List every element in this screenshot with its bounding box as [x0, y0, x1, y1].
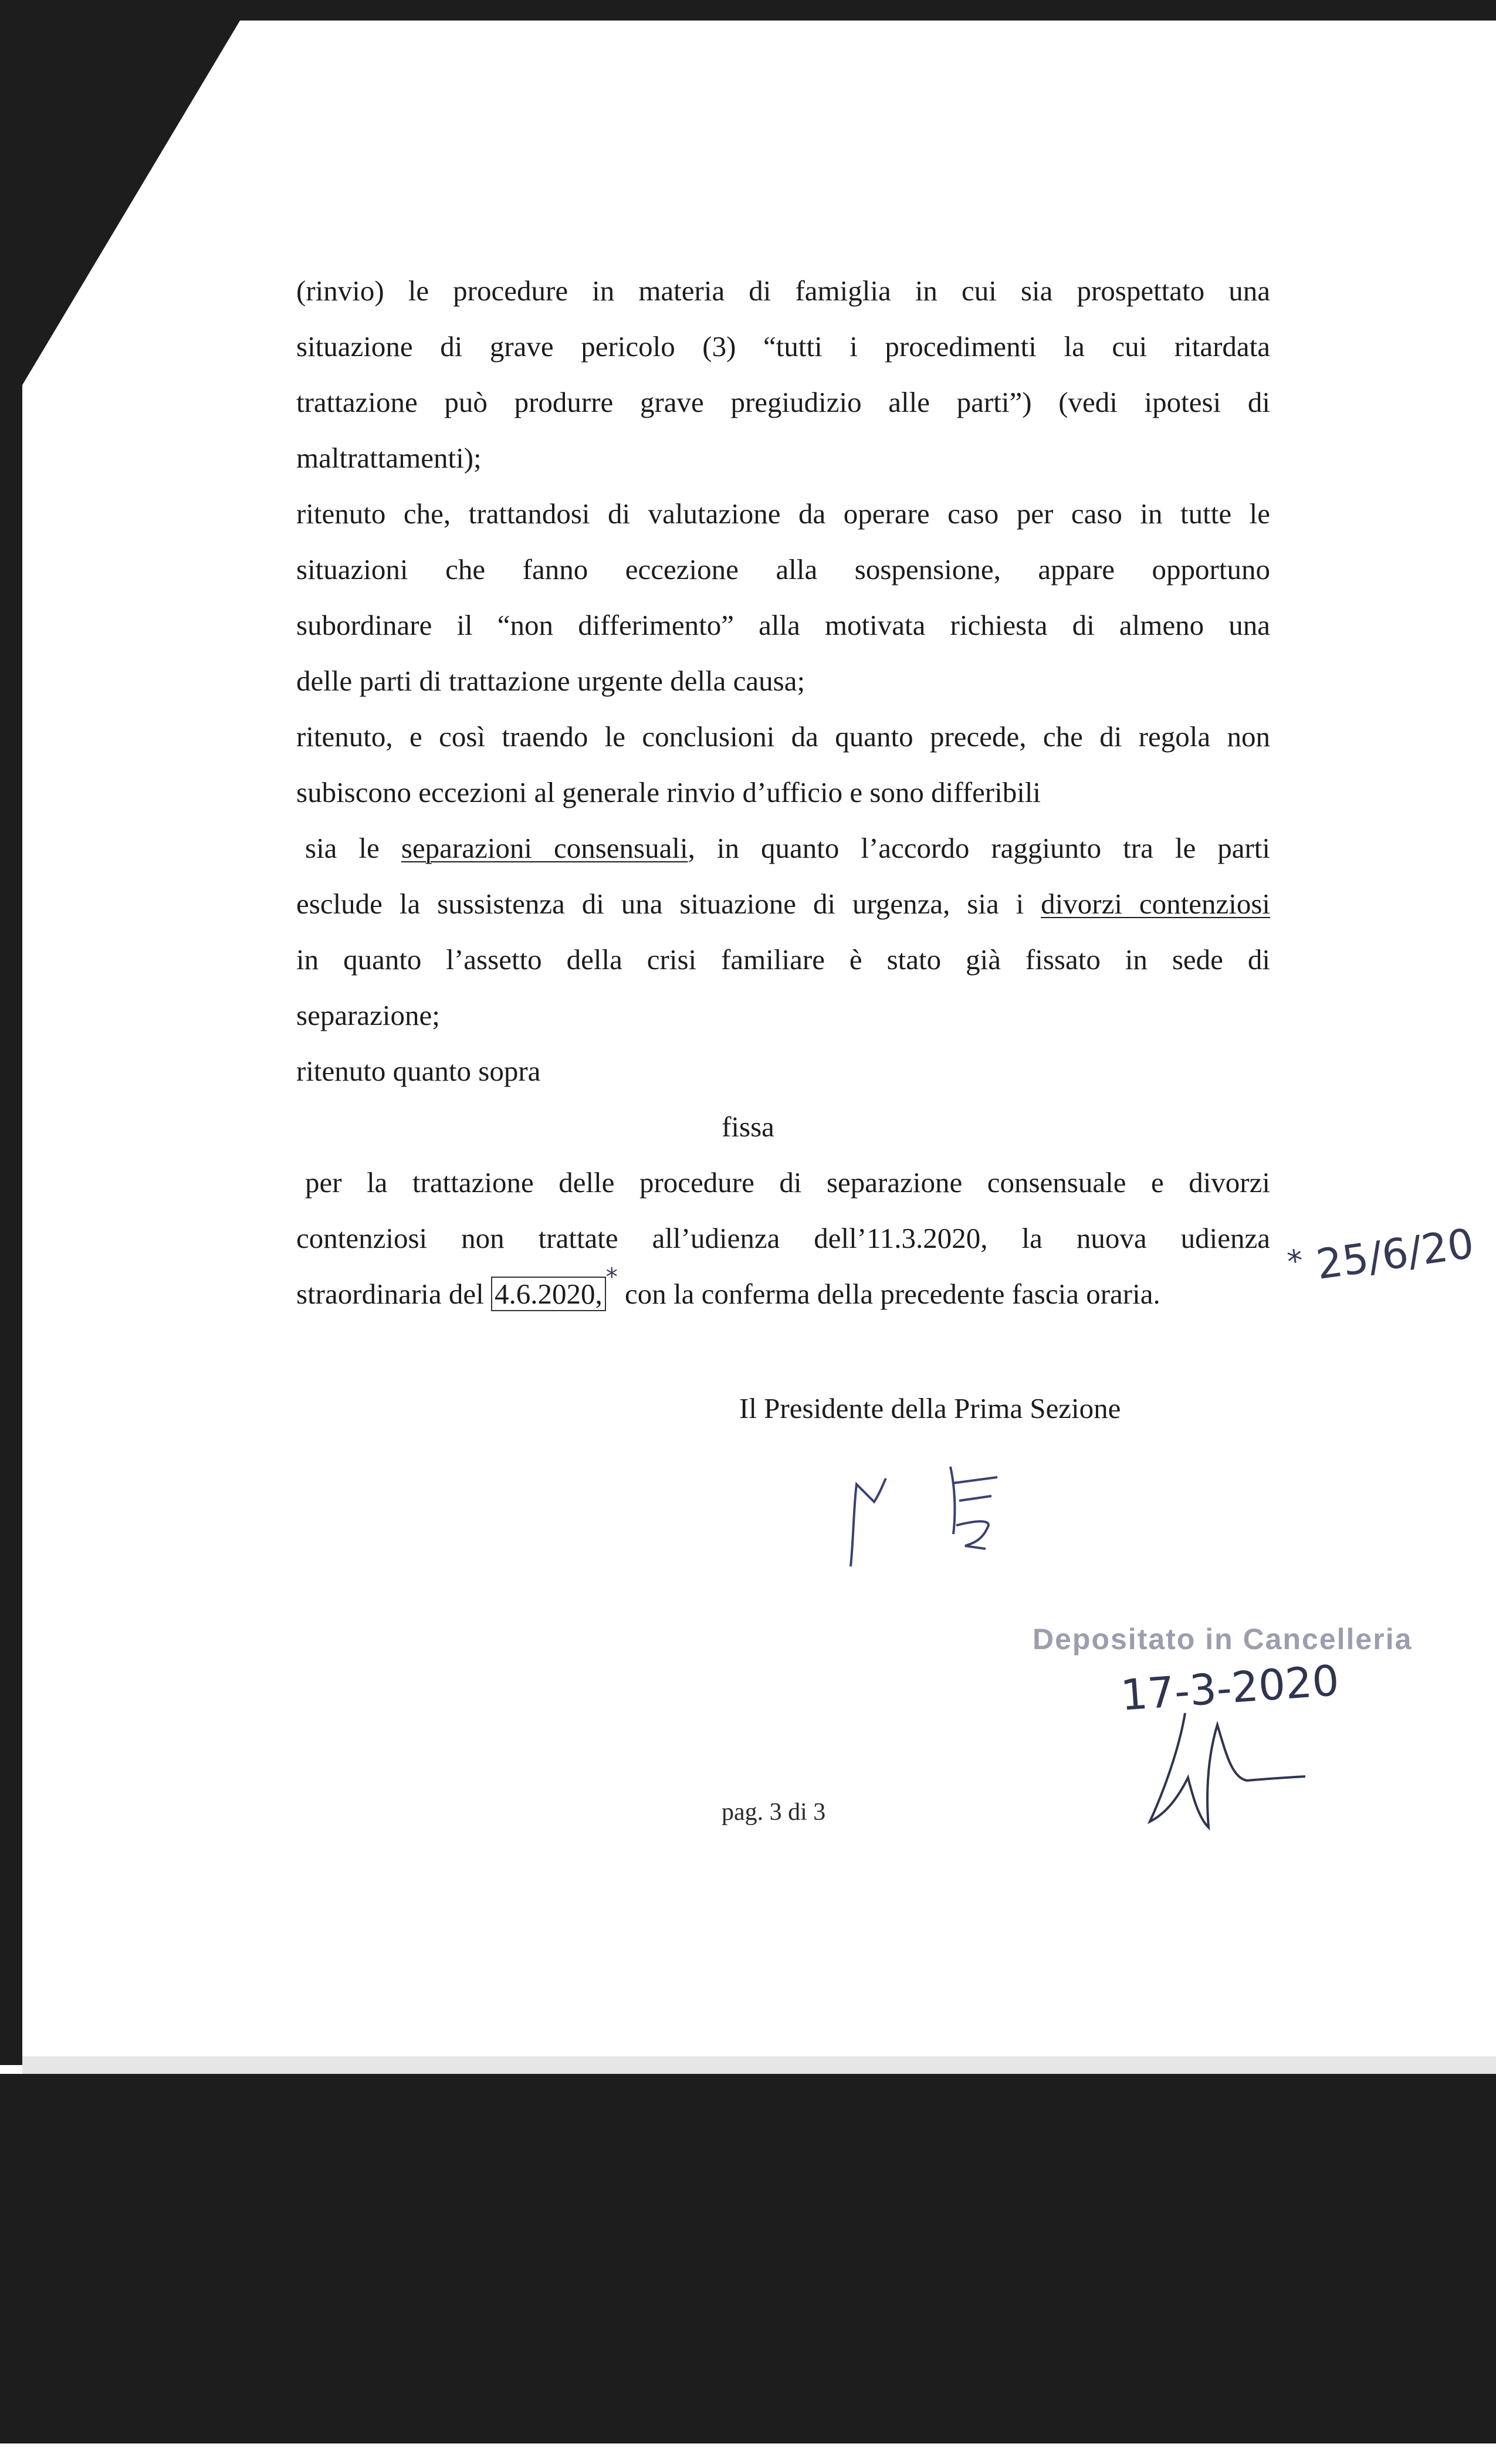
text-line: trattazione può produrre grave pregiudizio alle parti”) (vedi ipotesi di	[296, 386, 1270, 418]
handwritten-asterisk: *	[1285, 1243, 1305, 1280]
boxed-date: 4.6.2020,	[491, 1277, 606, 1311]
text-line	[296, 886, 1270, 922]
text-line	[305, 831, 1270, 866]
top-dark-strip	[0, 0, 1496, 21]
margin-date: 25/6/20	[1313, 1219, 1477, 1289]
text-line: subordinare il “non differimento” alla motivata richiesta di almeno una	[296, 609, 1270, 641]
bottom-white-border	[0, 2443, 1496, 2464]
text-segment: con la conferma della precedente fascia oraria.	[624, 1278, 1160, 1310]
text-line: subiscono eccezioni al generale rinvio d’ufficio e sono differibili	[296, 776, 1041, 808]
underlined-phrase: divorzi contenziosi	[1041, 888, 1271, 920]
text-line: per la trattazione delle procedure di separazione consensuale e divorzi	[305, 1166, 1270, 1199]
president-signature	[839, 1437, 1062, 1578]
text-line: situazioni che fanno eccezione alla sospensione, appare opportuno	[296, 553, 1270, 585]
text-segment: sia le	[305, 832, 380, 864]
text-line: contenziosi non trattate all’udienza dell’11.3.2020, la nuova udienza	[296, 1222, 1270, 1254]
text-line: ritenuto, e così traendo le conclusioni da quanto precede, che di regola non	[296, 720, 1270, 753]
text-segment: esclude la sussistenza di una situazione di urgenza, sia i	[296, 888, 1024, 920]
handwritten-asterisk: *	[605, 1264, 618, 1291]
text-line: separazione;	[296, 999, 440, 1031]
signature-title: Il Presidente della Prima Sezione	[739, 1392, 1121, 1424]
text-line: in quanto l’assetto della crisi familiare è stato già fissato in sede di	[296, 943, 1270, 976]
clerk-signature	[1144, 1707, 1332, 1842]
deposit-date: 17-3-2020	[1119, 1656, 1341, 1720]
underlined-phrase: separazioni consensuali	[401, 832, 688, 864]
text-line: ritenuto che, trattandosi di valutazione da operare caso per caso in tutte le	[296, 497, 1270, 530]
text-line: maltrattamenti);	[296, 442, 482, 474]
text-line	[296, 1264, 1270, 1314]
page-number: pag. 3 di 3	[722, 1799, 826, 1826]
left-dark-strip	[0, 0, 22, 2065]
text-line: ritenuto quanto sopra	[296, 1055, 541, 1087]
text-line: delle parti di trattazione urgente della causa;	[296, 665, 805, 697]
page-bottom-edge	[22, 2056, 1496, 2074]
text-segment: straordinaria del	[296, 1278, 484, 1310]
text-segment: , in quanto l’accordo raggiunto tra le parti	[688, 832, 1270, 864]
text-line: (rinvio) le procedure in materia di famiglia in cui sia prospettato una	[296, 275, 1270, 307]
deposit-stamp: Depositato in Cancelleria	[1033, 1623, 1413, 1656]
decision-heading: fissa	[722, 1111, 774, 1143]
text-line: situazione di grave pericolo (3) “tutti i procedimenti la cui ritardata	[296, 330, 1270, 363]
bottom-dark-band	[0, 2074, 1496, 2464]
